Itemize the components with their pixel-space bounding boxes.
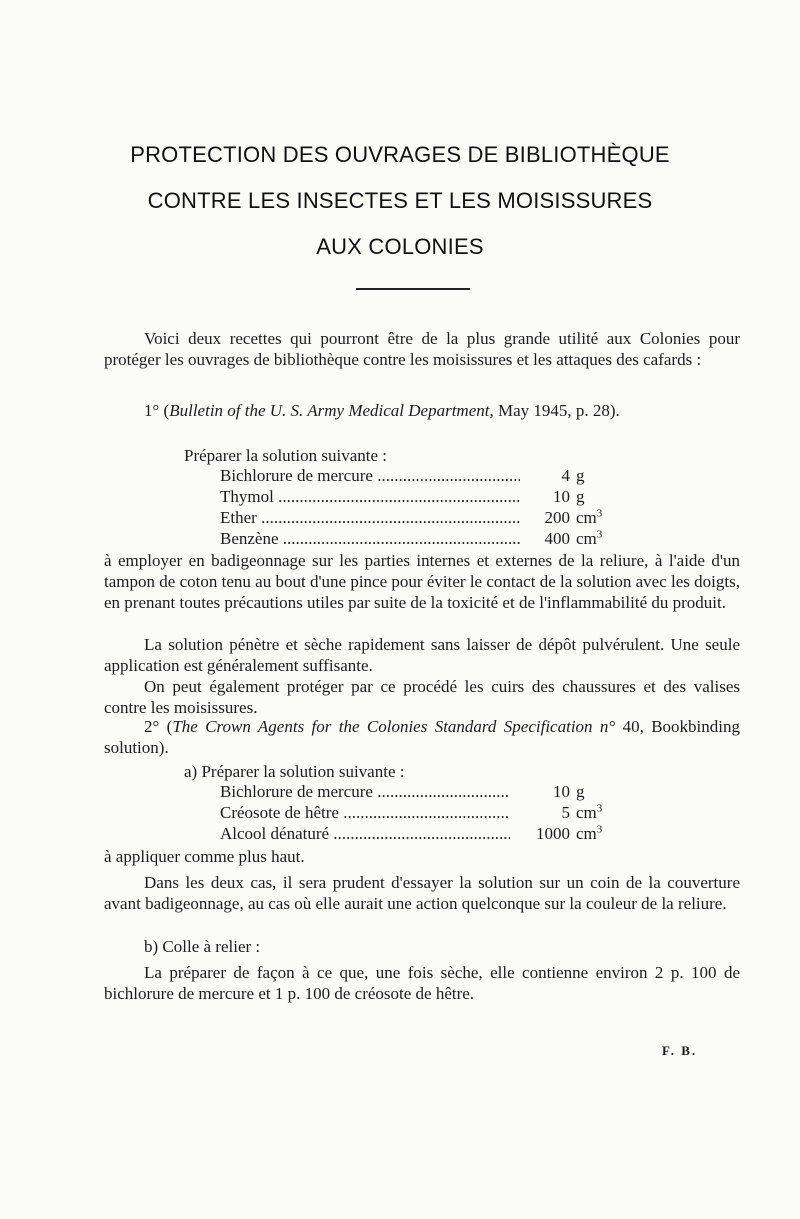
unit-exponent: 3	[596, 823, 603, 836]
unit-label: g	[576, 466, 585, 485]
recipe-2	[220, 781, 630, 844]
unit-label: g	[576, 782, 585, 801]
section-2-ref-source: The Crown Agents for the Colonies Standard Specification n°	[172, 717, 616, 736]
section-2-apply: à appliquer comme plus haut.	[104, 847, 305, 866]
recipe-row	[220, 823, 630, 844]
recipe-row	[220, 781, 630, 802]
ingredient-quantity: 5	[561, 803, 570, 822]
unit-label: cm	[576, 508, 597, 527]
unit-exponent: 3	[596, 507, 603, 520]
section-1-leather-paragraph: On peut également protéger par ce procédé les cuirs des chaussures et des valises contre les moisissures.	[104, 677, 740, 717]
ingredient-name: Bichlorure de mercure .....	[220, 465, 520, 486]
ingredient-name: Alcool dénaturé .....	[220, 823, 510, 844]
ingredient-unit	[570, 802, 602, 823]
ingredient-name: Ether .....	[220, 507, 520, 528]
title-line-3: AUX COLONIES	[316, 234, 484, 259]
ingredient-quantity: 10	[553, 487, 570, 506]
section-1-penetration-paragraph: La solution pénètre et sèche rapidement sans laisser de dépôt pulvérulent. Une seule application est généralement suffisante.	[104, 635, 740, 675]
section-1-usage-paragraph: à employer en badigeonnage sur les parties internes et externes de la reliure, à l'aide d'un tampon de coton tenu au bout d'une pince pour éviter le contact de la solution avec les doigts, en prenant toutes précautions utiles par suite de la toxicité et de l'inflammabilité du produit.	[104, 551, 740, 612]
ingredient-unit	[570, 823, 602, 844]
ingredient-unit	[570, 507, 602, 528]
section-1-ref-source: Bulletin of the U. S. Army Medical Department,	[169, 401, 494, 420]
ingredient-name: Thymol .....	[220, 486, 520, 507]
ingredient-quantity: 4	[561, 466, 570, 485]
section-2-ref-prefix: 2° (	[144, 717, 173, 736]
unit-label: cm	[576, 824, 597, 843]
ingredient-name: Bichlorure de mercure .....	[220, 781, 510, 802]
ingredient-unit	[570, 528, 602, 549]
unit-exponent: 3	[596, 802, 603, 815]
ingredient-quantity: 10	[553, 782, 570, 801]
ingredient-quantity: 1000	[536, 824, 570, 843]
section-2-reference	[104, 716, 740, 758]
ingredient-unit	[570, 486, 585, 507]
author-initials: F. B.	[662, 1043, 698, 1058]
ingredient-name: Créosote de hêtre .....	[220, 802, 510, 823]
section-2-caution-paragraph: Dans les deux cas, il sera prudent d'essayer la solution sur un coin de la couverture avant badigeonnage, au cas où elle aurait une action quelconque sur la couleur de la reliure.	[104, 873, 740, 913]
section-2-glue-paragraph: La préparer de façon à ce que, une fois sèche, elle contienne environ 2 p. 100 de bichlorure de mercure et 1 p. 100 de créosote de hêtre.	[104, 963, 740, 1003]
unit-label: cm	[576, 529, 597, 548]
section-1-prepare: Préparer la solution suivante :	[184, 446, 388, 465]
section-1-ref-suffix: May 1945, p. 28).	[493, 401, 620, 420]
intro-paragraph: Voici deux recettes qui pourront être de la plus grande utilité aux Colonies pour protéger les ouvrages de bibliothèque contre les moisissures et les attaques des cafards :	[104, 329, 740, 369]
recipe-row	[220, 802, 630, 823]
recipe-row	[220, 465, 610, 486]
unit-label: cm	[576, 803, 597, 822]
ingredient-quantity: 200	[544, 508, 570, 527]
ingredient-quantity: 400	[544, 529, 570, 548]
section-1-ref-prefix: 1° (	[144, 401, 170, 420]
section-2-prepare: a) Préparer la solution suivante :	[184, 762, 405, 781]
ingredient-name: Benzène .....	[220, 528, 520, 549]
recipe-1	[220, 465, 610, 549]
title-divider	[356, 288, 470, 290]
section-2-ref-suffix: 40, Bookbinding solution).	[104, 717, 740, 757]
ingredient-unit	[570, 781, 585, 802]
title-line-1: PROTECTION DES OUVRAGES DE BIBLIOTHÈQUE	[130, 142, 670, 167]
section-2-glue-heading: b) Colle à relier :	[144, 937, 261, 956]
title-line-2: CONTRE LES INSECTES ET LES MOISISSURES	[147, 188, 653, 213]
recipe-row	[220, 507, 610, 528]
recipe-row	[220, 528, 610, 549]
recipe-row	[220, 486, 610, 507]
ingredient-unit	[570, 465, 585, 486]
unit-exponent: 3	[596, 528, 603, 541]
unit-label: g	[576, 487, 585, 506]
section-1-reference	[104, 400, 740, 421]
